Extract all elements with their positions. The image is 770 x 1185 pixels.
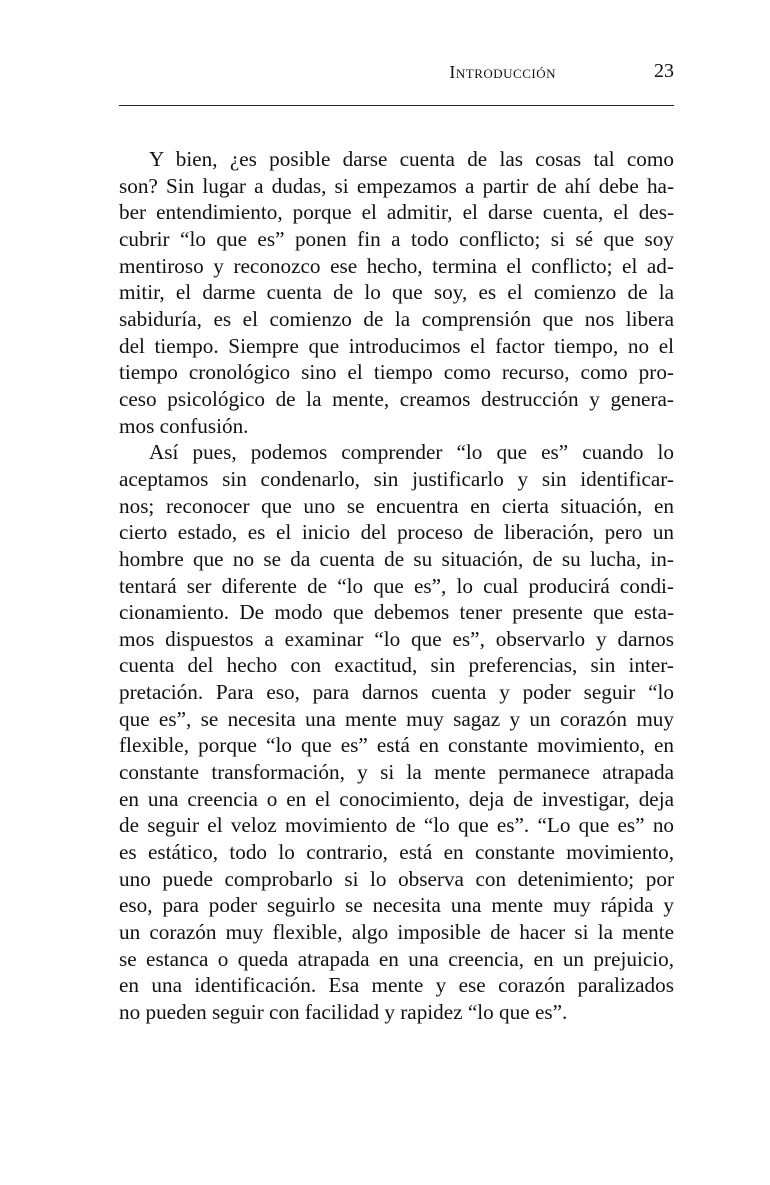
text-line: mitir, el darme cuenta de lo que soy, es el comienzo de la: [119, 280, 675, 305]
text-line: mentiroso y reconozco ese hecho, termina el conflicto; el ad-: [119, 253, 674, 278]
running-title: Introducción: [449, 62, 556, 82]
text-line: constante transformación, y si la mente permanece atrapada: [119, 760, 674, 785]
text-line: hombre que no se da cuenta de su situación, de su lucha, in-: [119, 546, 674, 571]
text-line: en una creencia o en el conocimiento, deja de investigar, deja: [119, 786, 674, 811]
running-head: [119, 58, 674, 88]
text-line: pretación. Para eso, para darnos cuenta y poder seguir “lo: [119, 680, 675, 705]
text-line: tentará ser diferente de “lo que es”, lo cual producirá condi-: [119, 573, 674, 598]
text-line: Así pues, podemos comprender “lo que es” cuando lo: [149, 440, 674, 465]
text-line: de seguir el veloz movimiento de “lo que es”. “Lo que es” no: [119, 813, 675, 838]
text-line: son? Sin lugar a dudas, si empezamos a partir de ahí debe ha-: [119, 173, 675, 198]
text-line: mos dispuestos a examinar “lo que es”, observarlo y darnos: [119, 626, 674, 651]
text-line: aceptamos sin condenarlo, sin justificarlo y sin identificar-: [119, 466, 674, 491]
text-line: flexible, porque “lo que es” está en constante movimiento, en: [119, 733, 674, 758]
text-line: uno puede comprobarlo si lo observa con detenimiento; por: [119, 866, 674, 891]
text-line: un corazón muy flexible, algo imposible de hacer si la mente: [119, 920, 674, 945]
text-line: cionamiento. De modo que debemos tener presente que esta-: [119, 600, 675, 625]
header-rule: [119, 105, 674, 106]
text-line: sabiduría, es el comienzo de la comprensión que nos libera: [119, 306, 674, 331]
text-line: en una identificación. Esa mente y ese corazón paralizados: [119, 973, 674, 998]
text-line: del tiempo. Siempre que introducimos el factor tiempo, no el: [119, 333, 674, 358]
text-line: tiempo cronológico sino el tiempo como recurso, como pro-: [119, 360, 674, 385]
text-line: nos; reconocer que uno se encuentra en cierta situación, en: [119, 493, 675, 518]
text-line: cierto estado, es el inicio del proceso de liberación, pero un: [119, 520, 675, 545]
text-line: Y bien, ¿es posible darse cuenta de las cosas tal como: [149, 147, 674, 171]
text-line: no pueden seguir con facilidad y rapidez “lo que es”.: [119, 1000, 568, 1024]
text-line: es estático, todo lo contrario, está en constante movimiento,: [119, 840, 674, 865]
text-line: ceso psicológico de la mente, creamos destrucción y genera-: [119, 386, 674, 411]
text-line: mos confusión.: [119, 413, 249, 438]
paragraph: [119, 146, 674, 439]
body-text: [119, 146, 674, 1026]
text-line: ber entendimiento, porque el admitir, el darse cuenta, el des-: [119, 200, 675, 225]
text-line: cubrir “lo que es” ponen fin a todo conflicto; si sé que soy: [119, 226, 674, 251]
text-line: cuenta del hecho con exactitud, sin preferencias, sin inter-: [119, 653, 674, 678]
page-number: 23: [654, 60, 674, 82]
text-line: que es”, se necesita una mente muy sagaz y un corazón muy: [119, 706, 674, 731]
paragraph: [119, 439, 674, 1025]
text-line: eso, para poder seguirlo se necesita una mente muy rápida y: [119, 893, 675, 918]
text-line: se estanca o queda atrapada en una creencia, en un prejuicio,: [119, 946, 675, 971]
